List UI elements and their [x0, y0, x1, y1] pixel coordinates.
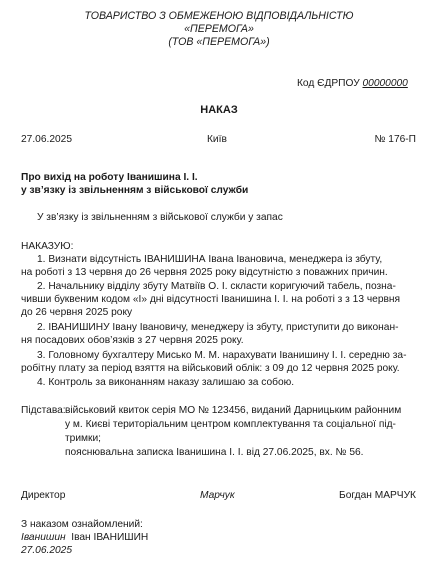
order-city: Київ — [207, 134, 227, 145]
org-name-line2: «ПЕРЕМОГА» — [184, 23, 254, 35]
order-item-line: 2. Начальнику відділу збуту Матвіїв О. І. скласти коригуючий табель, позна- — [37, 281, 396, 292]
edrpou-code — [297, 77, 408, 90]
order-item-line: ня посадових обов’язків з 27 червня 2025 року. — [21, 335, 244, 346]
signer-position: Директор — [21, 490, 66, 501]
basis-line: пояснювальна записка Іванишина І. І. від 27.06.2025, вх. № 56. — [65, 447, 364, 458]
order-number: № 176-П — [374, 134, 416, 145]
edrpou-value: 00000000 — [362, 78, 408, 89]
basis-line: у м. Києві територіальним центром комплектування та соціальної під- — [65, 419, 396, 430]
order-label: НАКАЗУЮ: — [21, 241, 74, 252]
employee-name: Іван ІВАНИШИН — [71, 532, 149, 543]
order-date: 27.06.2025 — [21, 134, 72, 145]
basis-label: Підстава: — [21, 405, 66, 416]
intro-text: У зв’язку із звільненням з військової служби у запас — [37, 212, 283, 223]
order-item-line: на роботі з 13 червня до 26 червня 2025 року відсутністю з поважних причин. — [21, 267, 388, 278]
subject-line2: у зв’язку із звільненням з військової служби — [21, 185, 249, 196]
director-signature: Марчук — [200, 490, 235, 501]
order-item-line: 4. Контроль за виконанням наказу залишаю за собою. — [37, 377, 295, 388]
order-item-line: чивши буквеним кодом «І» дні відсутності Іванишина І. І. на роботі з з 13 червня — [21, 294, 401, 305]
order-item-line: робітну плату за період взяття на військовий облік: з 09 до 12 червня 2025 року. — [21, 363, 400, 374]
employee-signature: Іванишин — [21, 532, 66, 543]
ack-label: З наказом ознайомлений: — [21, 519, 143, 530]
org-name-line1: ТОВАРИСТВО З ОБМЕЖЕНОЮ ВІДПОВІДАЛЬНІСТЮ — [84, 10, 354, 22]
subject-line1: Про вихід на роботу Іванишина І. І. — [21, 172, 198, 183]
org-short-name: (ТОВ «ПЕРЕМОГА») — [168, 36, 270, 48]
order-item-line: до 26 червня 2025 року — [21, 307, 133, 318]
edrpou-label: Код ЄДРПОУ — [297, 78, 363, 89]
signer-name: Богдан МАРЧУК — [339, 490, 416, 501]
ack-signature-line — [21, 531, 148, 544]
order-item-line: 3. Головному бухгалтеру Мисько М. М. нарахувати Іванишину І. І. середню за- — [37, 350, 407, 361]
ack-date: 27.06.2025 — [21, 545, 72, 556]
basis-line: військовий квиток серія МО № 123456, виданий Дарницьким районним — [65, 405, 402, 416]
order-item-line: 1. Визнати відсутність ІВАНИШИНА Івана Івановича, менеджера із збуту, — [37, 254, 383, 265]
basis-line: тримки; — [65, 433, 102, 444]
document-title: НАКАЗ — [200, 104, 238, 116]
order-item-line: 2. ІВАНИШИНУ Івану Івановичу, менеджеру із збуту, приступити до виконан- — [37, 322, 399, 333]
